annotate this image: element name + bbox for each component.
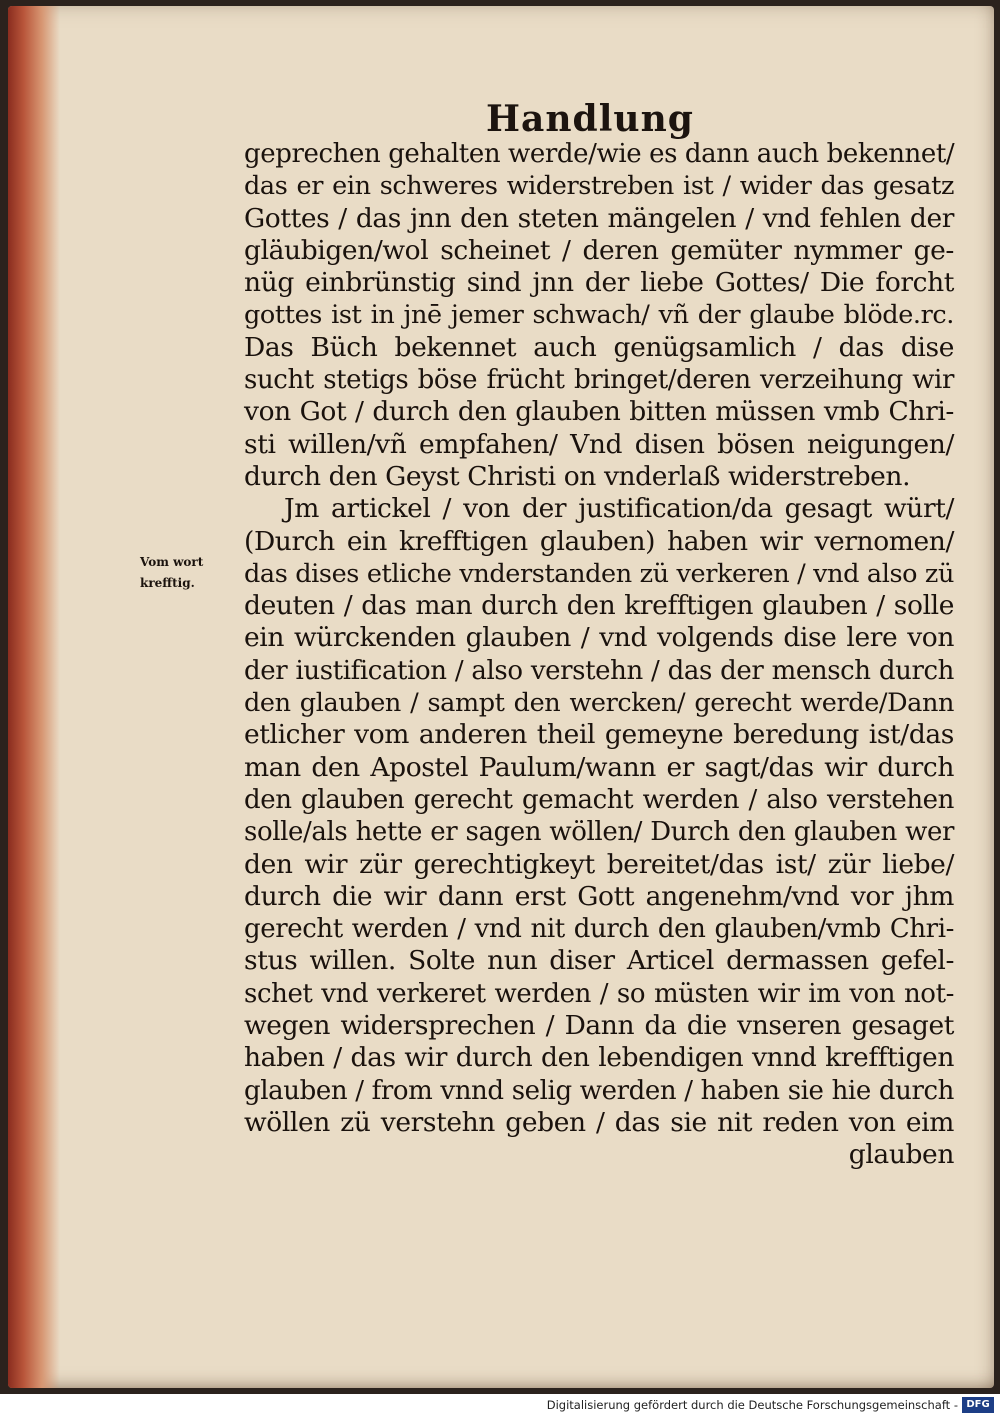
text-line: sti willen/vñ empfahen/ Vnd disen bösen neigungen/ xyxy=(244,428,954,460)
text-line: Das Büch bekennet auch genügsamlich / das dise xyxy=(244,331,954,363)
text-line: man den Apostel Paulum/wann er sagt/das wir durch xyxy=(244,751,954,783)
digitization-footer xyxy=(0,1394,1000,1418)
text-line: von Got / durch den glauben bitten müssen vmb Chri- xyxy=(244,396,954,428)
text-line: sucht stetigs böse frücht bringet/deren verzeihung wir xyxy=(244,365,954,396)
marginal-note-line: Vom wort xyxy=(140,555,204,569)
catchword: glauben xyxy=(848,1139,954,1171)
text-line: nüg einbrünstig sind jnn der liebe Gottes/ Die forcht xyxy=(244,267,954,299)
text-line: ein würckenden glauben / vnd volgends dise lere von xyxy=(244,622,954,654)
text-line: durch die wir dann erst Gott angenehm/vnd vor jhm xyxy=(244,880,954,912)
text-line: schet vnd verkeret werden / so müsten wir im von not- xyxy=(244,978,954,1009)
text-line: glauben / from vnnd selig werden / haben sie hie durch xyxy=(244,1075,954,1106)
text-line: geprechen gehalten werde/wie es dann auch bekennet/ xyxy=(244,139,955,169)
text-line: stus willen. Solte nun diser Articel dermassen gefel- xyxy=(244,945,954,977)
body-text xyxy=(244,138,954,1172)
text-line: gläubigen/wol scheinet / deren gemüter nymmer ge- xyxy=(244,234,954,266)
running-head: Handlung xyxy=(486,98,694,140)
page-edge-shadow xyxy=(8,6,60,1388)
text-line: den wir zür gerechtigkeyt bereitet/das ist/ zür liebe/ xyxy=(244,848,954,880)
text-line: haben / das wir durch den lebendigen vnnd krefftigen xyxy=(244,1042,954,1074)
text-line: der iustification / also verstehn / das der mensch durch xyxy=(244,655,954,686)
text-line: den glauben gerecht gemacht werden / also verstehen xyxy=(244,784,954,815)
text-line: wegen widersprechen / Dann da die vnseren gesaget xyxy=(244,1010,954,1042)
text-line: Gottes / das jnn den steten mängelen / vnd fehlen der xyxy=(244,202,954,234)
text-line: durch den Geyst Christi on vnderlaß widerstreben. xyxy=(244,460,911,492)
text-line: das er ein schweres widerstreben ist / wider das gesatz xyxy=(244,171,954,202)
text-line: (Durch ein krefftigen glauben) haben wir vernomen/ xyxy=(244,525,954,557)
text-line: wöllen zü verstehn geben / das sie nit reden von eim xyxy=(244,1106,954,1138)
text-line: etlicher vom anderen theil gemeyne beredung ist/das xyxy=(244,719,954,751)
text-line: gottes ist in jnē jemer schwach/ vñ der glaube blöde.rc. xyxy=(244,300,954,331)
text-line: solle/als hette er sagen wöllen/ Durch den glauben wer xyxy=(244,817,954,848)
text-line: Jm artickel / von der justification/da gesagt würt/ xyxy=(284,493,954,525)
text-line: gerecht werden / vnd nit durch den glauben/vmb Chri- xyxy=(244,914,954,945)
text-line: deuten / das man durch den krefftigen glauben / solle xyxy=(244,590,954,622)
funding-credit: Digitalisierung gefördert durch die Deutsche Forschungsgemeinschaft - xyxy=(546,1398,958,1412)
dfg-logo: DFG xyxy=(962,1397,994,1413)
text-line: das dises etliche vnderstanden zü verkeren / vnd also zü xyxy=(244,558,954,589)
marginal-note xyxy=(140,552,240,594)
marginal-note-line: krefftig. xyxy=(140,576,195,590)
text-line: den glauben / sampt den wercken/ gerecht werde/Dann xyxy=(244,688,954,719)
